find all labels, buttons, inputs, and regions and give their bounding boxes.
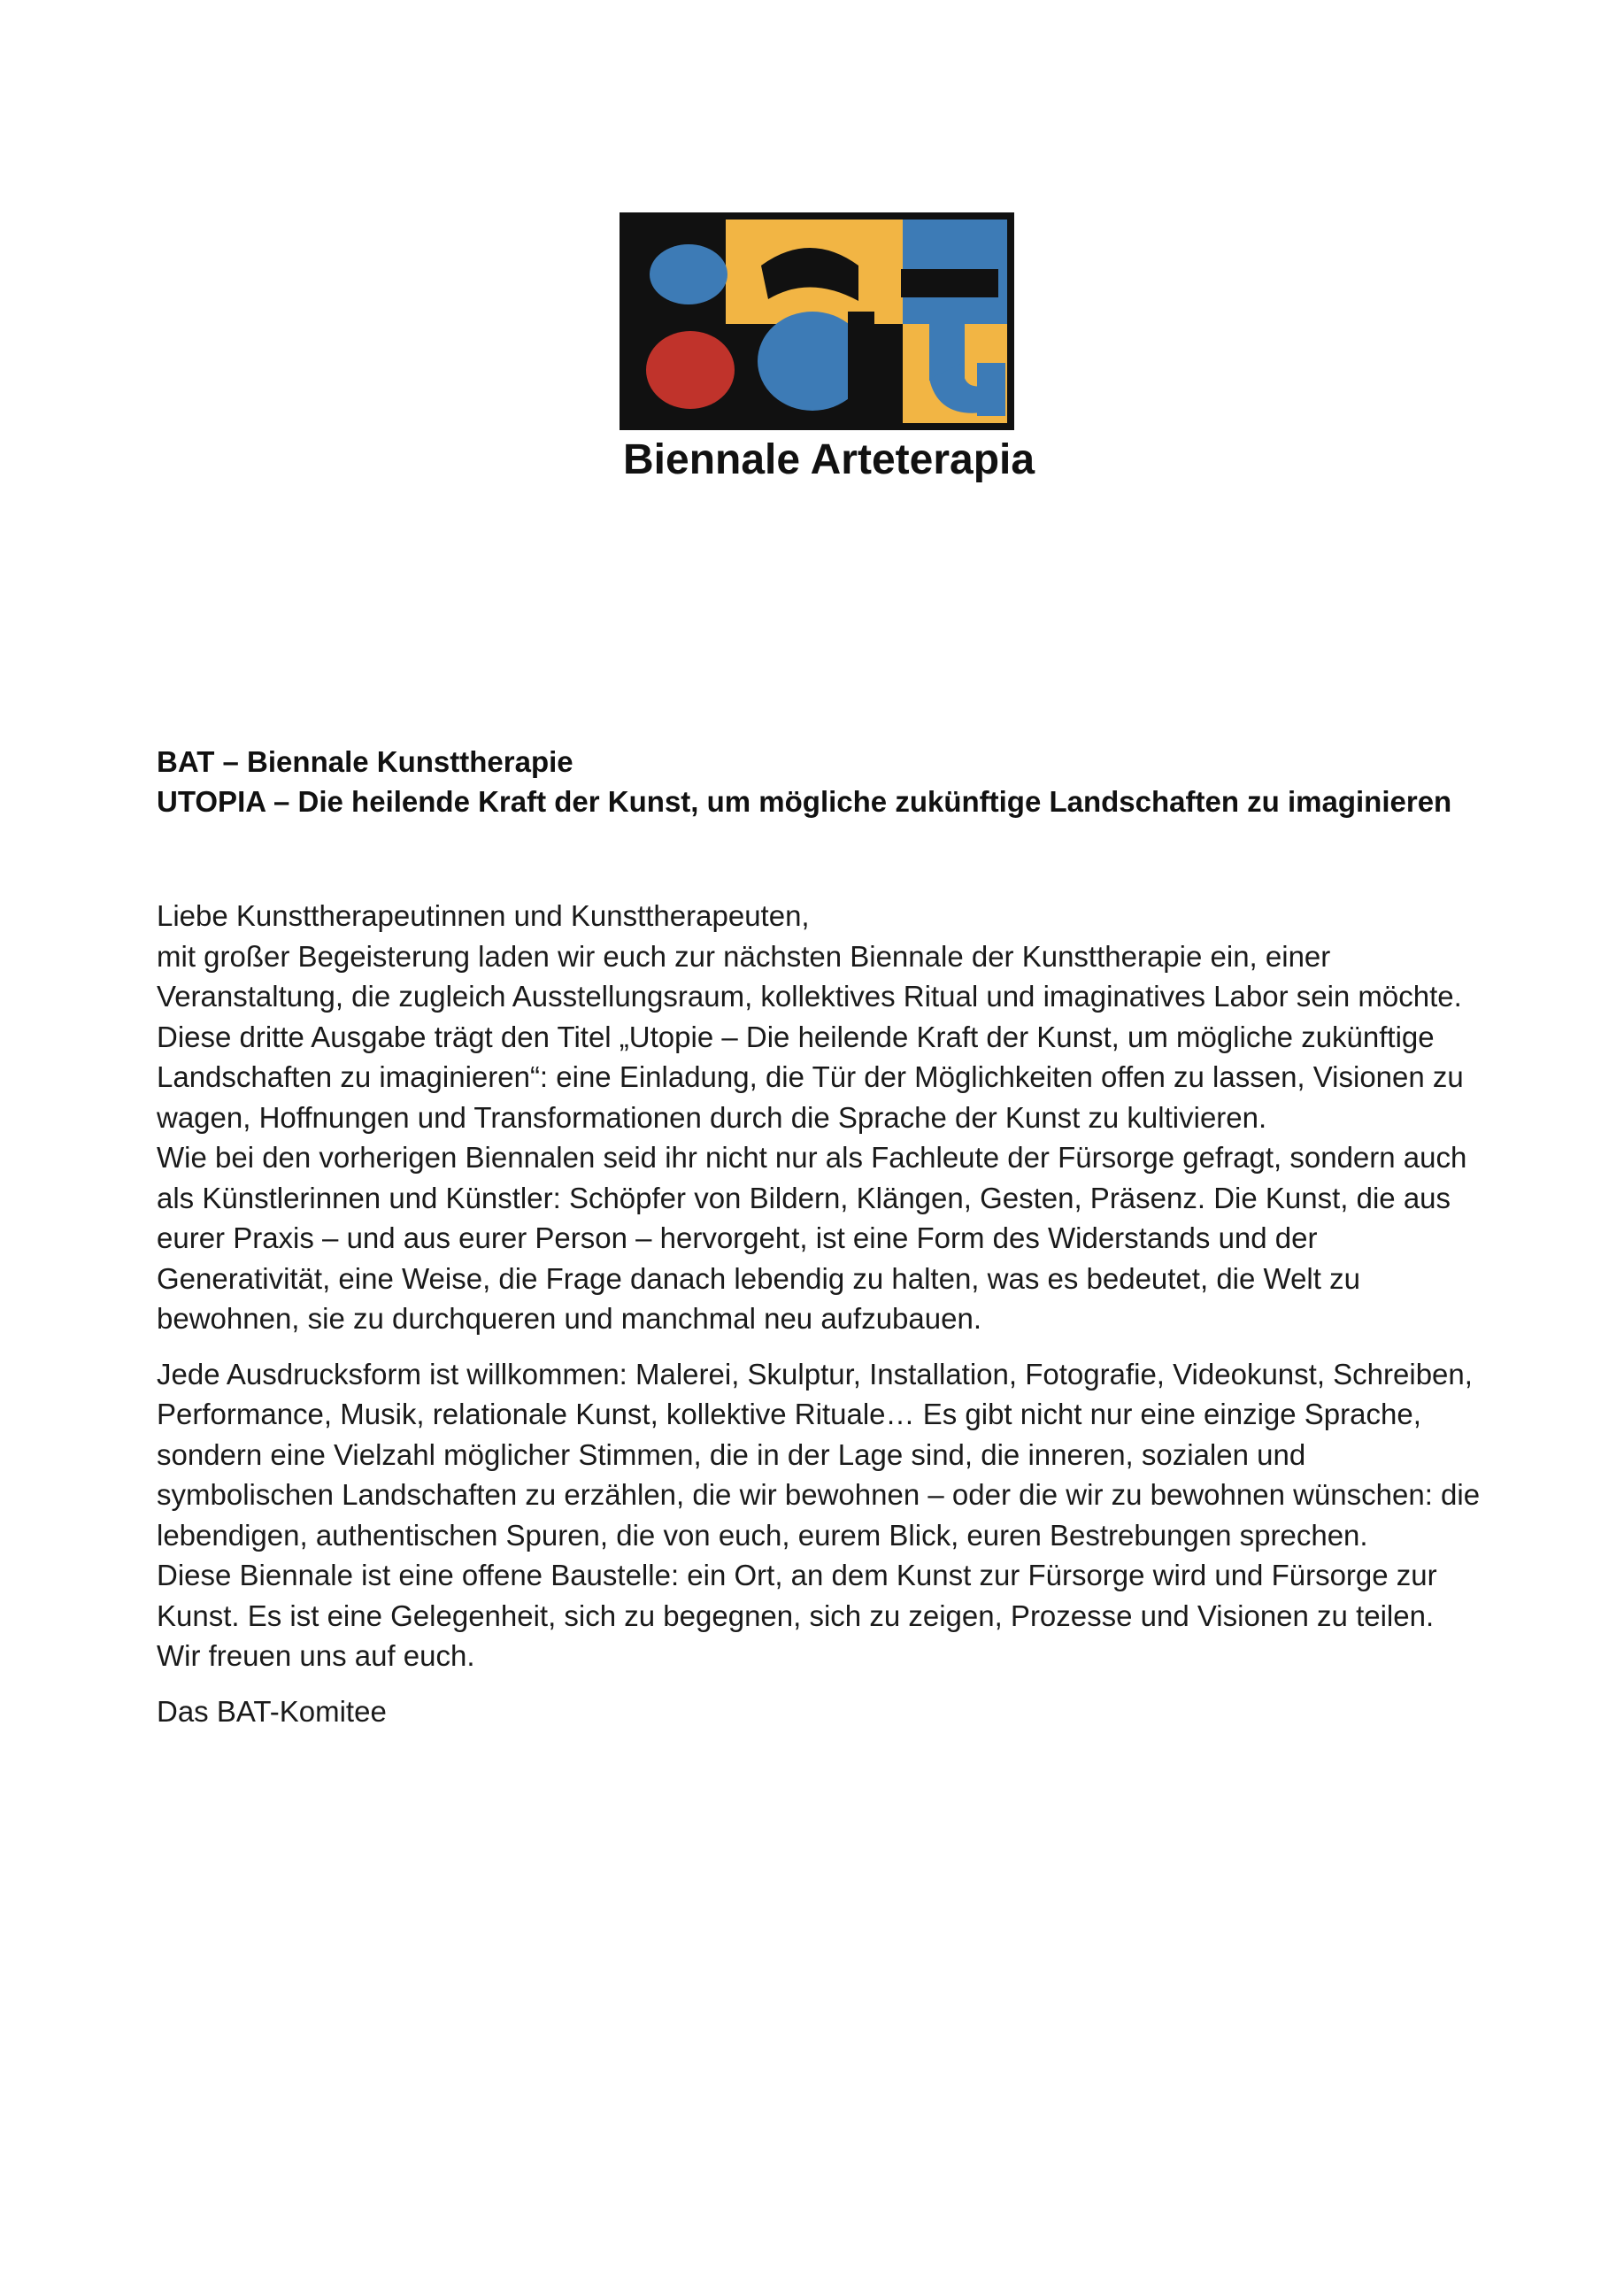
paragraph-closing: Wir freuen uns auf euch.	[157, 1639, 475, 1672]
letter-content	[157, 742, 1484, 1731]
letter-body	[157, 896, 1484, 1676]
paragraph-expression: Jede Ausdrucksform ist willkommen: Malerei, Skulptur, Installation, Fotografie, Videokunst, Schreiben, Performance, Musik, relationale Kunst, kollektive Rituale… Es gibt nicht nur eine einzige Sprache, sondern eine Vielzahl möglicher Stimmen, die in der Lage sind, die inneren, sozialen und symbolischen Landschaften zu erzählen, die wir bewohnen – oder die wir zu bewohnen wünschen: die lebendigen, authentischen Spuren, die von euch, eurem Blick, euren Bestrebungen sprechen.	[157, 1357, 1481, 1552]
logo	[620, 212, 1035, 496]
bat-logo-icon	[620, 212, 1014, 430]
signature: Das BAT-Komitee	[157, 1694, 387, 1728]
paragraph-invitation: mit großer Begeisterung laden wir euch zur nächsten Biennale der Kunsttherapie ein, einer Veranstaltung, die zugleich Ausstellungsraum, kollektives Ritual und imaginatives Labor sein möchte. Diese dritte Ausgabe trägt den Titel „Utopie – Die heilende Kraft der Kunst, um mögliche zukünftige Landschaften zu imaginieren“: eine Einladung, die Tür der Möglichkeiten offen zu lassen, Visionen zu wagen, Hoffnungen und Transformationen durch die Sprache der Kunst zu kultivieren.	[157, 939, 1464, 1134]
paragraph-construction-site: Diese Biennale ist eine offene Baustelle: ein Ort, an dem Kunst zur Fürsorge wird und Fürsorge zur Kunst. Es ist eine Gelegenheit, sich zu begegnen, sich zu zeigen, Prozesse und Visionen zu teilen.	[157, 1559, 1437, 1632]
heading-title: BAT – Biennale Kunsttherapie	[157, 745, 573, 778]
salutation: Liebe Kunsttherapeutinnen und Kunsttherapeuten,	[157, 899, 810, 932]
paragraph-artists: Wie bei den vorherigen Biennalen seid ihr nicht nur als Fachleute der Fürsorge gefragt, sondern auch als Künstlerinnen und Künstler: Schöpfer von Bildern, Klängen, Gesten, Präsenz. Die Kunst, die aus eurer Praxis – und aus eurer Person – hervorgeht, ist eine Form des Widerstands und der Generativität, eine Weise, die Frage danach lebendig zu halten, was es bedeutet, die Welt zu bewohnen, sie zu durchqueren und manchmal neu aufzubauen.	[157, 1141, 1467, 1335]
heading-subtitle: UTOPIA – Die heilende Kraft der Kunst, um mögliche zukünftige Landschaften zu imaginieren	[157, 785, 1452, 818]
logo-caption: Biennale Arteterapia	[623, 436, 1035, 483]
